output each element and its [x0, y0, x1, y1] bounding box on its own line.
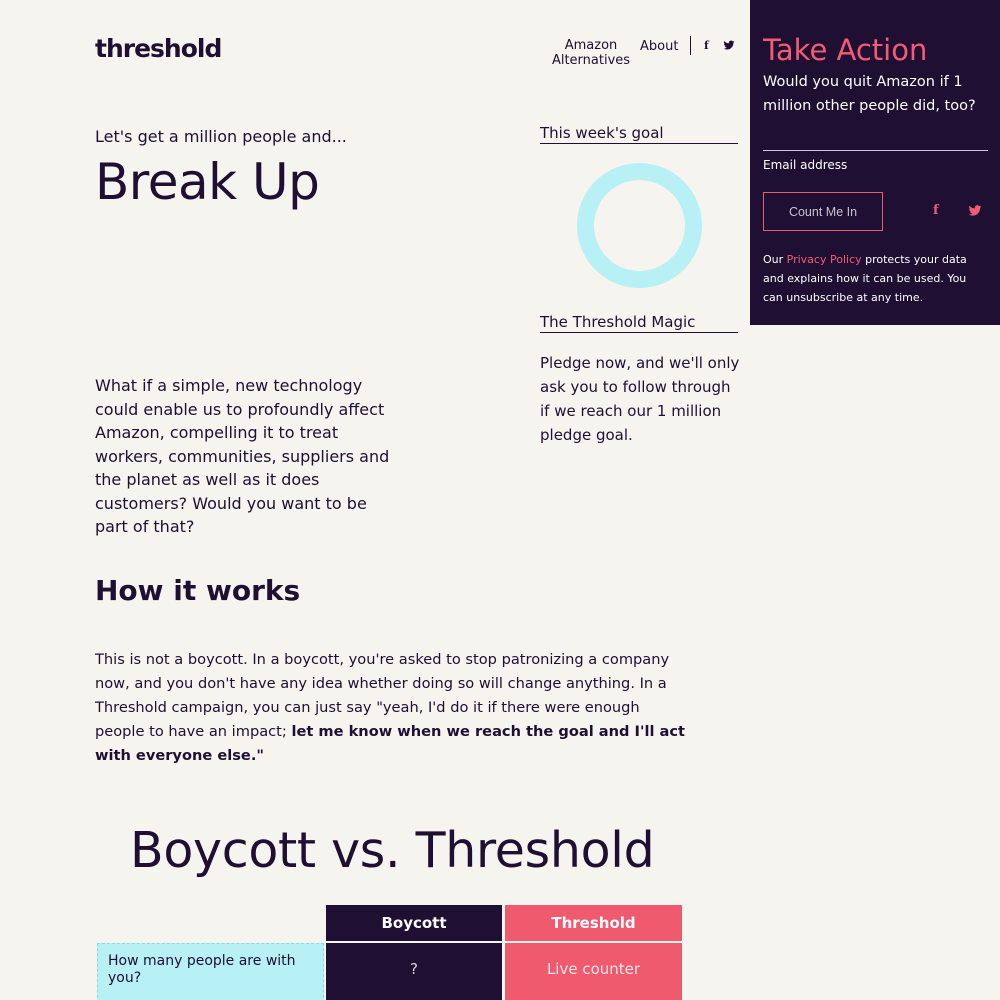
privacy-note — [763, 250, 988, 307]
hero-title: Break Up — [95, 153, 320, 211]
logo[interactable]: threshold — [95, 34, 222, 63]
goal-progress-ring — [577, 163, 702, 288]
hero-intro: What if a simple, new technology could enable us to profoundly affect Amazon, compelling it to treat workers, communities, suppliers and the planet as well as it does customers? Would you want to be part of that? — [95, 376, 390, 536]
row-question: How many people are with you? — [97, 943, 324, 1000]
column-header-threshold: Threshold — [505, 905, 682, 941]
email-field-underline — [763, 150, 988, 151]
nav-link-about[interactable]: About — [640, 39, 679, 54]
privacy-policy-link[interactable]: Privacy Policy — [786, 253, 862, 266]
count-me-in-button[interactable]: Count Me In — [763, 192, 883, 231]
take-action-subtitle: Would you quit Amazon if 1 million other people did, too? — [763, 74, 976, 114]
goal-heading: This week's goal — [540, 124, 738, 144]
privacy-note-post: protects your data and explains how it can be used. You can unsubscribe at any time. — [763, 253, 967, 304]
magic-heading: The Threshold Magic — [540, 313, 738, 333]
nav-divider — [690, 36, 691, 55]
magic-body: Pledge now, and we'll only ask you to follow through if we reach our 1 million pledge goal. — [540, 354, 740, 444]
take-action-panel — [750, 0, 1000, 325]
how-it-works-body — [95, 648, 685, 768]
twitter-icon[interactable] — [723, 40, 735, 51]
take-action-title: Take Action — [763, 33, 928, 67]
hero-lede: Let's get a million people and... — [95, 127, 347, 146]
how-it-works-heading: How it works — [95, 574, 301, 607]
how-it-works-body-bold: let me know when we reach the goal and I'll act with everyone else." — [95, 723, 686, 764]
twitter-icon[interactable] — [968, 205, 982, 217]
main-nav — [540, 38, 740, 78]
column-header-boycott: Boycott — [326, 905, 502, 941]
privacy-note-pre: Our — [763, 253, 787, 266]
comparison-title: Boycott vs. Threshold — [130, 822, 655, 879]
nav-link-amazon-alternatives[interactable]: Amazon Alternatives — [551, 38, 631, 68]
email-label: Email address — [763, 158, 848, 172]
row-threshold-cell: Live counter — [505, 943, 682, 1000]
facebook-icon[interactable]: f — [704, 39, 709, 52]
email-field[interactable] — [763, 128, 988, 150]
how-it-works-body-plain: This is not a boycott. In a boycott, you're asked to stop patronizing a company now, and you don't have any idea whether doing so will change anything. In a Threshold campaign, you can just say "yeah, I'd do it if there were enough people to have an impact; — [95, 651, 670, 740]
row-boycott-cell: ? — [326, 943, 502, 1000]
facebook-icon[interactable]: f — [933, 203, 939, 218]
